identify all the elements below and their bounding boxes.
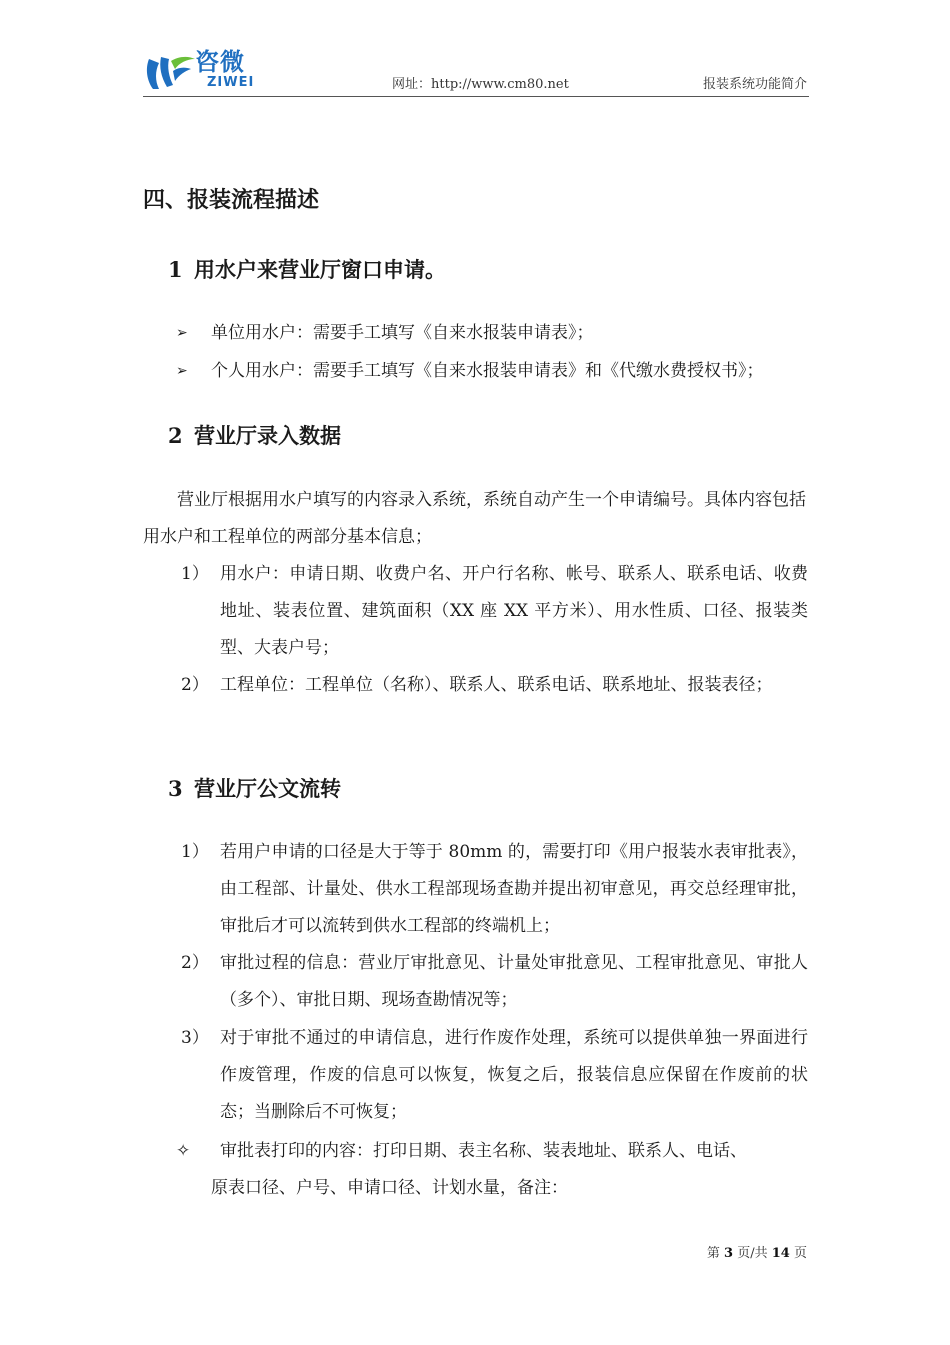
list-item-text: 审批过程的信息：营业厅审批意见、计量处审批意见、工程审批意见、审批人（多个）、审批日期、现场查勘情况等； [220,953,808,1010]
note-line: 审批表打印的内容：打印日期、表主名称、装表地址、联系人、电话、 [220,1141,747,1161]
current-page: 3 [724,1246,734,1261]
list-item [176,834,808,945]
footer-mid: 页/共 [737,1246,768,1261]
list-item [176,667,808,704]
arrow-bullet-icon: ➢ [176,363,188,379]
list-item-text: 对于审批不通过的申请信息，进行作废作处理，系统可以提供单独一界面进行作废管理，作废的信息可以恢复，恢复之后，报装信息应保留在作废前的状态；当删除后不可恢复； [220,1028,808,1122]
list-item-text: 用水户：申请日期、收费户名、开户行名称、帐号、联系人、联系电话、收费地址、装表位置、建筑面积（XX 座 XX 平方米）、用水性质、口径、报装类型、大表户号； [220,564,808,658]
list-item-text: 工程单位：工程单位（名称）、联系人、联系电话、联系地址、报装表径； [220,675,773,695]
subsection-1-heading [168,256,446,284]
subsection-number: 3 [168,776,183,801]
list-marker: 3） [181,1028,209,1048]
footer-suffix: 页 [793,1246,807,1261]
header-url: 网址：http://www.cm80.net [392,77,569,92]
list-marker: 1） [181,842,209,862]
subsection-number: 2 [168,423,183,448]
bullet-item: 个人用水户：需要手工填写《自来水报装申请表》和《代缴水费授权书》； [211,361,764,381]
paragraph: 营业厅根据用水户填写的内容录入系统，系统自动产生一个申请编号。具体内容包括用水户和工程单位的两部分基本信息； [143,490,806,547]
diamond-bullet-icon: ✧ [176,1141,191,1161]
logo-text-en: ZIWEI [207,75,255,90]
list-item [176,1020,808,1131]
section-title: 四、报装流程描述 [143,187,320,213]
list-item-text: 若用户申请的口径是大于等于 80mm 的，需要打印《用户报装水表审批表》，由工程部、计量处、供水工程部现场查勘并提出初审意见，再交总经理审批，审批后才可以流转到供水工程部的终端机上； [220,842,808,936]
subsection-title: 营业厅公文流转 [194,776,341,801]
list-item [176,945,808,1019]
arrow-bullet-icon: ➢ [176,325,188,341]
list-marker: 1） [181,564,209,584]
header-divider [143,96,809,97]
subsection-title: 用水户来营业厅窗口申请。 [194,257,446,282]
header-doc-title: 报装系统功能简介 [702,77,807,92]
logo-text-cn: 咨微 [195,48,245,76]
subsection-number: 1 [168,257,183,282]
subsection-2-heading [168,422,341,450]
page-footer [707,1246,807,1262]
note-line: 原表口径、户号、申请口径、计划水量，备注： [211,1178,568,1198]
list-marker: 2） [181,675,209,695]
list-item [176,556,808,667]
list-marker: 2） [181,953,209,973]
logo-mark-icon [143,47,195,95]
subsection-3-heading [168,775,341,803]
footer-prefix: 第 [706,1246,720,1261]
bullet-item: 单位用水户：需要手工填写《自来水报装申请表》； [211,323,594,343]
total-pages: 14 [771,1246,790,1261]
subsection-title: 营业厅录入数据 [194,423,341,448]
